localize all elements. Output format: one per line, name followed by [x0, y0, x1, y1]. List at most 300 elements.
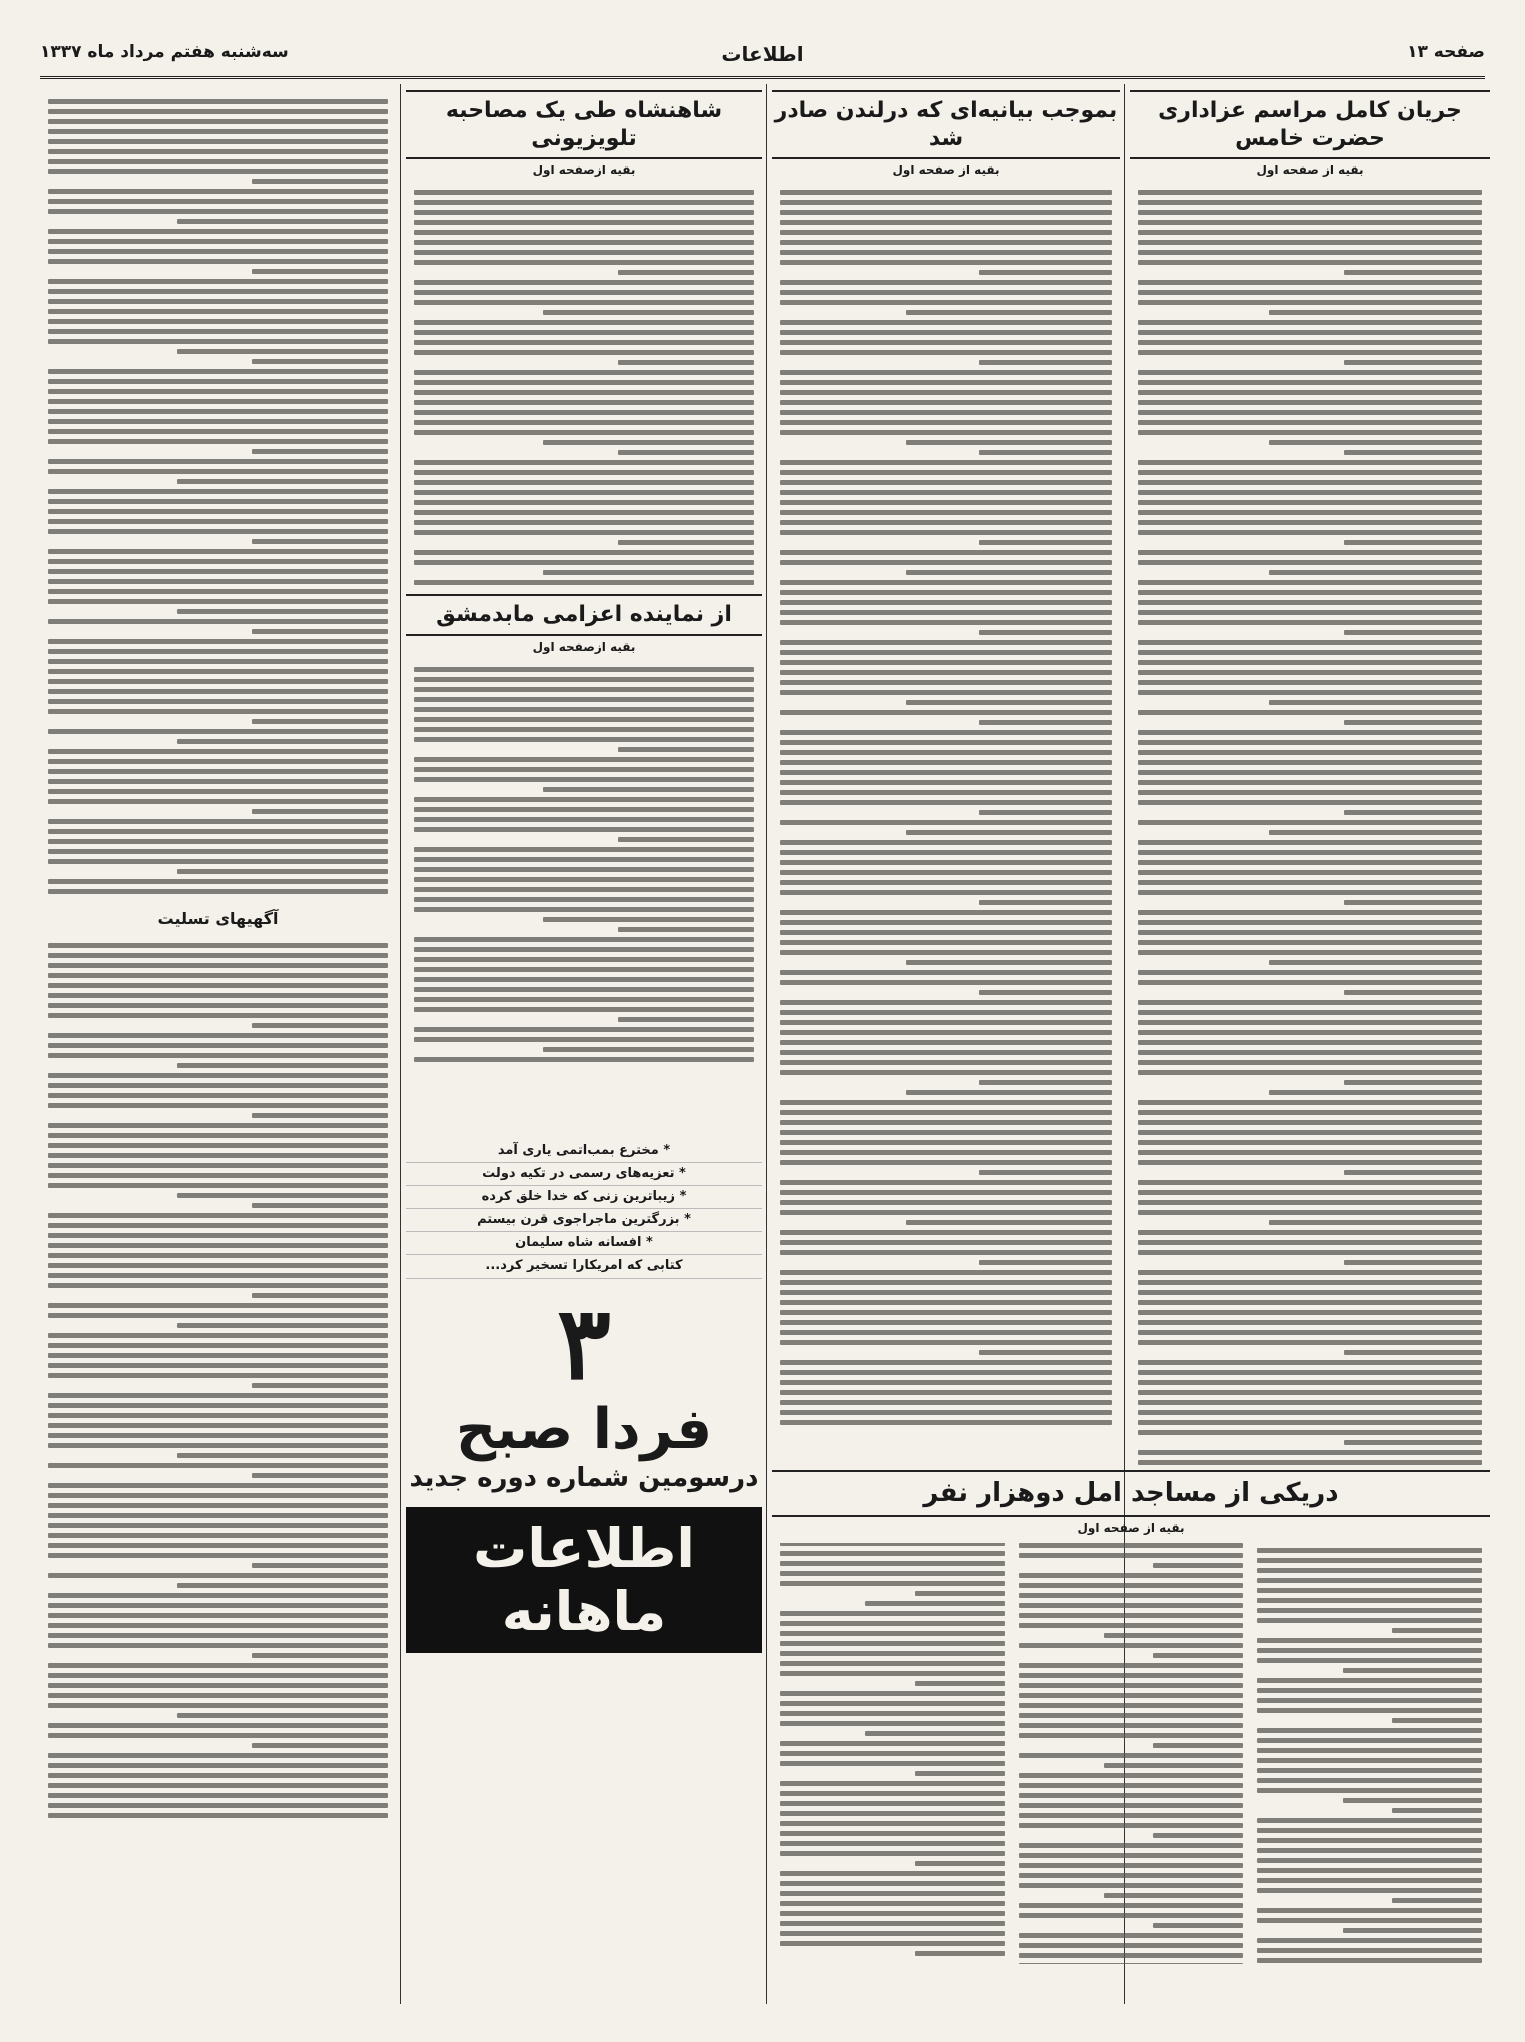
text-line: [780, 580, 1112, 585]
text-line: [780, 460, 1112, 465]
text-line: [414, 767, 754, 772]
text-line: [780, 410, 1112, 415]
text-line: [1019, 1543, 1244, 1548]
text-line: [48, 159, 388, 164]
ad-item: * مخترع بمب‌اتمی یاری آمد: [406, 1140, 762, 1163]
text-line: [1138, 1020, 1482, 1025]
text-line: [1257, 1738, 1482, 1743]
text-line: [780, 1691, 1005, 1696]
text-line: [1019, 1953, 1244, 1958]
text-line: [48, 953, 388, 958]
text-line: [1138, 1110, 1482, 1115]
text-line: [177, 1583, 388, 1588]
text-line: [1138, 1360, 1482, 1365]
text-line: [780, 290, 1112, 295]
text-line: [906, 1220, 1112, 1225]
text-line: [1138, 1340, 1482, 1345]
text-line: [1138, 430, 1482, 435]
text-line: [780, 430, 1112, 435]
text-line: [780, 560, 1112, 565]
text-line: [1257, 1558, 1482, 1563]
text-line: [1138, 620, 1482, 625]
text-line: [48, 559, 388, 564]
text-line: [979, 1080, 1112, 1085]
text-line: [414, 817, 754, 822]
text-line: [780, 1180, 1112, 1185]
text-line: [780, 1290, 1112, 1295]
text-line: [1257, 1708, 1482, 1713]
text-line: [979, 990, 1112, 995]
text-line: [1138, 370, 1482, 375]
continued-label: بقیه ازصفحه اول: [532, 639, 636, 654]
text-line: [780, 1390, 1112, 1395]
text-line: [414, 240, 754, 245]
text-line: [1138, 290, 1482, 295]
text-line: [48, 1753, 388, 1758]
text-line: [1138, 1180, 1482, 1185]
text-line: [1138, 560, 1482, 565]
text-line: [48, 419, 388, 424]
text-line: [48, 1233, 388, 1238]
text-line: [414, 410, 754, 415]
text-line: [1019, 1623, 1244, 1628]
text-line: [1138, 410, 1482, 415]
text-line: [780, 470, 1112, 475]
text-line: [414, 1037, 754, 1042]
text-line: [1138, 1000, 1482, 1005]
text-line: [780, 1801, 1005, 1806]
text-line: [1344, 720, 1482, 725]
text-line: [414, 250, 754, 255]
text-line: [48, 229, 388, 234]
bottom-article: [772, 1470, 1490, 2000]
text-line: [48, 749, 388, 754]
text-line: [1257, 1848, 1482, 1853]
text-line: [48, 849, 388, 854]
text-line: [48, 1733, 388, 1738]
text-line: [1138, 820, 1482, 825]
text-line: [48, 1793, 388, 1798]
text-line: [414, 230, 754, 235]
text-line: [1138, 1320, 1482, 1325]
text-line: [414, 490, 754, 495]
continued-label: بقیه از صفحه اول: [892, 163, 1000, 177]
text-line: [414, 350, 754, 355]
text-line: [780, 1641, 1005, 1646]
text-line: [780, 530, 1112, 535]
text-line: [48, 1333, 388, 1338]
text-line: [780, 1621, 1005, 1626]
text-line: [414, 987, 754, 992]
text-line: [1392, 1628, 1482, 1633]
text-line: [414, 400, 754, 405]
text-line: [1138, 910, 1482, 915]
text-line: [780, 930, 1112, 935]
text-line: [48, 1533, 388, 1538]
text-line: [48, 1683, 388, 1688]
text-line: [414, 550, 754, 555]
text-line: [414, 847, 754, 852]
text-line: [414, 510, 754, 515]
text-line: [414, 210, 754, 215]
text-line: [1138, 860, 1482, 865]
text-line: [414, 967, 754, 972]
text-line: [780, 1150, 1112, 1155]
text-line: [780, 1561, 1005, 1566]
text-line: [1138, 1230, 1482, 1235]
text-line: [48, 649, 388, 654]
column-left-notices: [40, 90, 396, 2035]
issue-date: سه‌شنبه هفتم مرداد ماه ۱۳۳۷: [40, 42, 289, 62]
text-line: [252, 629, 388, 634]
text-line: [780, 1270, 1112, 1275]
text-line: [780, 1921, 1005, 1926]
text-line: [1257, 1648, 1482, 1653]
text-line: [1257, 1548, 1482, 1553]
article-body: [772, 1539, 1490, 1969]
text-line: [414, 707, 754, 712]
notices-top: [40, 90, 396, 903]
text-line: [48, 289, 388, 294]
ad-item: * بزرگترین ماجراجوی قرن بیستم: [406, 1209, 762, 1232]
text-line: [414, 1027, 754, 1032]
text-line: [979, 810, 1112, 815]
text-line: [48, 1503, 388, 1508]
text-line: [1257, 1748, 1482, 1753]
text-line: [780, 1420, 1112, 1425]
text-line: [48, 789, 388, 794]
text-line: [1138, 1450, 1482, 1455]
text-line: [252, 1113, 388, 1118]
text-line: [1138, 330, 1482, 335]
text-line: [48, 569, 388, 574]
text-line: [1138, 390, 1482, 395]
ad-footer: کتابی که امریکارا تسخیر کرد...: [406, 1255, 762, 1278]
text-line: [1343, 1928, 1482, 1933]
text-line: [1019, 1853, 1244, 1858]
text-line: [906, 440, 1112, 445]
magazine-advertisement: [406, 1140, 762, 1990]
text-line: [1138, 580, 1482, 585]
text-line: [1138, 260, 1482, 265]
text-line: [780, 300, 1112, 305]
column-right: [1130, 90, 1490, 1540]
text-line: [780, 1330, 1112, 1335]
text-line: [48, 199, 388, 204]
text-line: [1138, 750, 1482, 755]
text-line: [1138, 210, 1482, 215]
text-line: [780, 1140, 1112, 1145]
notices-bottom: [40, 934, 396, 1827]
text-line: [177, 609, 388, 614]
text-line: [48, 1463, 388, 1468]
text-line: [1138, 470, 1482, 475]
text-line: [1138, 690, 1482, 695]
text-line: [780, 1751, 1005, 1756]
text-line: [1153, 1923, 1243, 1928]
text-line: [48, 1033, 388, 1038]
text-line: [48, 409, 388, 414]
text-line: [780, 1831, 1005, 1836]
text-line: [48, 1243, 388, 1248]
text-line: [780, 1781, 1005, 1786]
text-line: [780, 1010, 1112, 1015]
text-line: [48, 799, 388, 804]
text-line: [1257, 1768, 1482, 1773]
text-line: [1019, 1663, 1244, 1668]
text-line: [1257, 1598, 1482, 1603]
text-line: [1138, 970, 1482, 975]
text-line: [979, 450, 1112, 455]
text-line: [177, 1193, 388, 1198]
text-line: [1138, 1290, 1482, 1295]
text-line: [48, 499, 388, 504]
text-line: [1019, 1723, 1244, 1728]
text-line: [1138, 1380, 1482, 1385]
text-line: [1153, 1563, 1243, 1568]
text-line: [780, 1891, 1005, 1896]
text-line: [780, 1711, 1005, 1716]
text-line: [780, 1571, 1005, 1576]
text-line: [48, 1763, 388, 1768]
text-line: [48, 1313, 388, 1318]
text-line: [1019, 1553, 1244, 1558]
text-line: [48, 1393, 388, 1398]
text-line: [48, 1363, 388, 1368]
text-line: [780, 860, 1112, 865]
text-line: [979, 540, 1112, 545]
text-line: [414, 260, 754, 265]
text-line: [48, 679, 388, 684]
text-line: [780, 280, 1112, 285]
text-line: [48, 309, 388, 314]
text-line: [780, 190, 1112, 195]
text-line: [48, 1343, 388, 1348]
text-line: [1153, 1833, 1243, 1838]
text-line: [1257, 1888, 1482, 1893]
text-line: [252, 1293, 388, 1298]
text-line: [780, 920, 1112, 925]
ad-third-issue: درسومین شماره دوره جدید: [409, 1462, 759, 1493]
text-line: [252, 359, 388, 364]
text-line: [48, 1423, 388, 1428]
text-line: [1269, 570, 1482, 575]
text-line: [414, 190, 754, 195]
text-line: [414, 877, 754, 882]
text-line: [1269, 1220, 1482, 1225]
text-line: [618, 450, 754, 455]
text-line: [1257, 1828, 1482, 1833]
page-number: صفحه ۱۳: [1407, 42, 1485, 62]
text-line: [48, 1133, 388, 1138]
text-line: [780, 680, 1112, 685]
text-line: [48, 1103, 388, 1108]
text-line: [1257, 1868, 1482, 1873]
text-line: [780, 240, 1112, 245]
text-line: [1019, 1683, 1244, 1688]
text-line: [979, 720, 1112, 725]
text-line: [1257, 1698, 1482, 1703]
text-line: [48, 1813, 388, 1818]
text-line: [1138, 1140, 1482, 1145]
text-line: [780, 1230, 1112, 1235]
text-line: [979, 1170, 1112, 1175]
ad-brand-banner: اطلاعات ماهانه: [406, 1507, 762, 1653]
text-line: [1104, 1763, 1243, 1768]
text-line: [780, 870, 1112, 875]
text-line: [780, 260, 1112, 265]
text-line: [780, 1280, 1112, 1285]
text-line: [780, 1190, 1112, 1195]
text-line: [414, 300, 754, 305]
text-line: [780, 1100, 1112, 1105]
text-line: [48, 529, 388, 534]
text-line: [780, 770, 1112, 775]
text-line: [1019, 1913, 1244, 1918]
text-line: [1138, 280, 1482, 285]
text-line: [1138, 1100, 1482, 1105]
paper-name: اطلاعات: [721, 42, 804, 66]
text-line: [543, 917, 754, 922]
text-line: [414, 470, 754, 475]
text-line: [48, 1283, 388, 1288]
text-line: [48, 1623, 388, 1628]
text-line: [48, 1163, 388, 1168]
text-line: [780, 1160, 1112, 1165]
text-line: [979, 900, 1112, 905]
text-line: [780, 520, 1112, 525]
text-line: [780, 1811, 1005, 1816]
text-line: [1344, 1350, 1482, 1355]
text-line: [780, 1611, 1005, 1616]
text-line: [1019, 1613, 1244, 1618]
ad-item: * زیباترین زنی که خدا خلق کرده: [406, 1186, 762, 1209]
text-line: [1138, 1190, 1482, 1195]
text-line: [780, 1120, 1112, 1125]
text-line: [177, 1713, 388, 1718]
text-line: [48, 879, 388, 884]
text-line: [1019, 1573, 1244, 1578]
text-line: [48, 1173, 388, 1178]
text-line: [414, 887, 754, 892]
text-line: [915, 1681, 1005, 1686]
text-line: [48, 1783, 388, 1788]
text-line: [177, 869, 388, 874]
text-line: [1019, 1753, 1244, 1758]
ad-tomorrow: فردا صبح: [455, 1396, 713, 1462]
text-line: [780, 640, 1112, 645]
text-line: [780, 1671, 1005, 1676]
article-body: [406, 658, 762, 1071]
text-line: [414, 797, 754, 802]
text-line: [1344, 450, 1482, 455]
text-line: [177, 1453, 388, 1458]
text-line: [48, 1093, 388, 1098]
text-line: [1138, 460, 1482, 465]
text-line: [1344, 1170, 1482, 1175]
text-line: [414, 420, 754, 425]
text-line: [1138, 980, 1482, 985]
text-line: [48, 1723, 388, 1728]
text-line: [1138, 230, 1482, 235]
text-line: [1019, 1773, 1244, 1778]
text-line: [48, 1443, 388, 1448]
text-line: [48, 599, 388, 604]
text-line: [780, 780, 1112, 785]
text-line: [48, 389, 388, 394]
text-line: [48, 189, 388, 194]
text-line: [1269, 1090, 1482, 1095]
text-line: [906, 960, 1112, 965]
text-line: [1138, 1150, 1482, 1155]
text-line: [780, 750, 1112, 755]
text-line: [1019, 1643, 1244, 1648]
text-line: [1138, 400, 1482, 405]
text-line: [252, 1203, 388, 1208]
text-line: [1138, 650, 1482, 655]
text-line: [1138, 1010, 1482, 1015]
text-line: [414, 580, 754, 585]
text-line: [1138, 1160, 1482, 1165]
text-line: [1257, 1948, 1482, 1953]
headline-bottom: دریکی از مساجد امل دوهزار نفر: [772, 1470, 1490, 1517]
text-line: [1138, 600, 1482, 605]
text-line: [1019, 1703, 1244, 1708]
text-line: [543, 440, 754, 445]
text-line: [1153, 1743, 1243, 1748]
ad-item: * تعزیه‌های رسمی در تکیه دولت: [406, 1163, 762, 1186]
text-line: [780, 1581, 1005, 1586]
text-line: [780, 980, 1112, 985]
text-line: [780, 1210, 1112, 1215]
text-line: [48, 1603, 388, 1608]
text-line: [48, 1483, 388, 1488]
text-line: [48, 369, 388, 374]
text-line: [48, 1373, 388, 1378]
text-line: [780, 1070, 1112, 1075]
text-line: [48, 1673, 388, 1678]
text-line: [780, 490, 1112, 495]
text-line: [1138, 1200, 1482, 1205]
text-line: [414, 370, 754, 375]
text-line: [780, 1821, 1005, 1826]
text-line: [780, 1310, 1112, 1315]
text-line: [780, 1000, 1112, 1005]
text-line: [1138, 940, 1482, 945]
text-line: [1019, 1943, 1244, 1948]
text-line: [780, 380, 1112, 385]
text-line: [48, 729, 388, 734]
text-line: [1138, 850, 1482, 855]
text-line: [780, 1130, 1112, 1135]
text-line: [48, 759, 388, 764]
text-line: [414, 697, 754, 702]
text-line: [780, 500, 1112, 505]
text-line: [1343, 1798, 1482, 1803]
text-line: [1138, 200, 1482, 205]
text-line: [1138, 1040, 1482, 1045]
text-line: [618, 360, 754, 365]
text-line: [1138, 610, 1482, 615]
text-line: [780, 1110, 1112, 1115]
text-line: [48, 699, 388, 704]
text-line: [1138, 680, 1482, 685]
text-line: [48, 943, 388, 948]
text-line: [1138, 1420, 1482, 1425]
text-line: [48, 1213, 388, 1218]
text-line: [1138, 660, 1482, 665]
text-line: [414, 997, 754, 1002]
